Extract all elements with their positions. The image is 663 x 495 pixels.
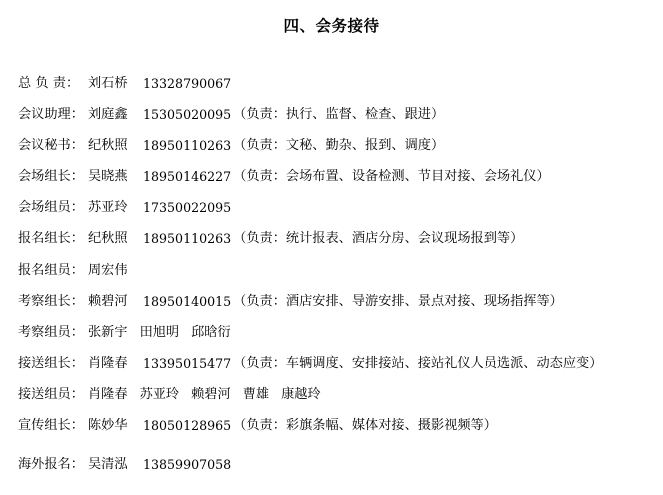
role-label: 报名组长： [18,231,84,247]
role-label: 接送组长： [18,355,84,371]
person-name: 苏亚玲 [88,200,128,216]
role-label: 考察组长： [18,293,84,309]
role-label: 会议秘书： [18,138,84,154]
staff-row-general-lead [18,73,658,104]
person-name: 赖碧河 [191,386,231,402]
staff-row-inspection-lead [18,291,658,322]
role-label: 宣传组长： [18,418,84,434]
staff-row-overseas-registration [18,454,658,485]
role-label: 海外报名： [18,457,84,473]
person-name: 吴晓燕 [88,169,128,185]
phone-number: 18950110263 [143,231,232,247]
staff-row-transport-members [18,384,658,415]
role-label: 考察组员： [18,324,84,340]
duty-description: （负责：文秘、勤杂、报到、调度） [233,138,445,154]
duty-description: （负责：彩旗条幅、媒体对接、摄影视频等） [233,418,497,434]
staff-row-registration-lead [18,228,658,259]
phone-number: 15305020095 [143,107,232,123]
staff-row-transport-lead [18,353,658,384]
person-name: 纪秋照 [88,138,128,154]
staff-row-inspection-members [18,322,658,353]
role-label: 接送组员： [18,386,84,402]
person-name: 纪秋照 [88,231,128,247]
person-name: 康越玲 [281,386,321,402]
phone-number: 18950110263 [143,138,232,154]
person-name: 肖隆春 [88,355,128,371]
phone-number: 18950146227 [143,169,232,185]
duty-description: （负责：统计报表、酒店分房、会议现场报到等） [233,231,524,247]
phone-number: 18050128965 [143,418,232,434]
duty-description: （负责：会场布置、设备检测、节目对接、会场礼仪） [233,169,550,185]
person-name: 吴清泓 [88,457,128,473]
role-label: 会场组员： [18,200,84,216]
person-name: 苏亚玲 [139,386,180,402]
duty-description: （负责：酒店安排、导游安排、景点对接、现场指挥等） [233,293,563,309]
staff-row-publicity-lead [18,415,658,446]
staff-row-registration-member [18,260,658,291]
person-name: 刘石桥 [88,76,128,91]
phone-number: 13859907058 [143,457,232,473]
section-title: 四、会务接待 [283,17,380,35]
phone-number: 13395015477 [143,355,232,371]
person-name: 陈妙华 [88,418,128,434]
person-name: 曹雄 [242,386,270,402]
duty-description: （负责：车辆调度、安排接站、接站礼仪人员选派、动态应变） [233,355,603,371]
staff-list [18,73,658,485]
person-name: 刘庭鑫 [88,107,128,123]
person-name: 肖隆春 [88,386,128,402]
duty-description: （负责：执行、监督、检查、跟进） [233,107,445,123]
staff-row-meeting-assistant [18,104,658,135]
role-label: 会场组长： [18,169,84,185]
person-name: 田旭明 [139,324,180,340]
person-name: 邱晗衍 [191,324,231,340]
staff-row-meeting-secretary [18,135,658,166]
staff-row-venue-lead [18,166,658,197]
person-name: 周宏伟 [88,262,128,278]
phone-number: 13328790067 [143,76,232,91]
role-label: 报名组员： [18,262,84,278]
staff-row-venue-member [18,197,658,228]
role-label: 总 负 责： [18,76,80,91]
phone-number: 18950140015 [143,293,232,309]
person-name: 赖碧河 [88,293,128,309]
role-label: 会议助理： [18,107,84,123]
phone-number: 17350022095 [143,200,232,216]
person-name: 张新宇 [88,324,128,340]
